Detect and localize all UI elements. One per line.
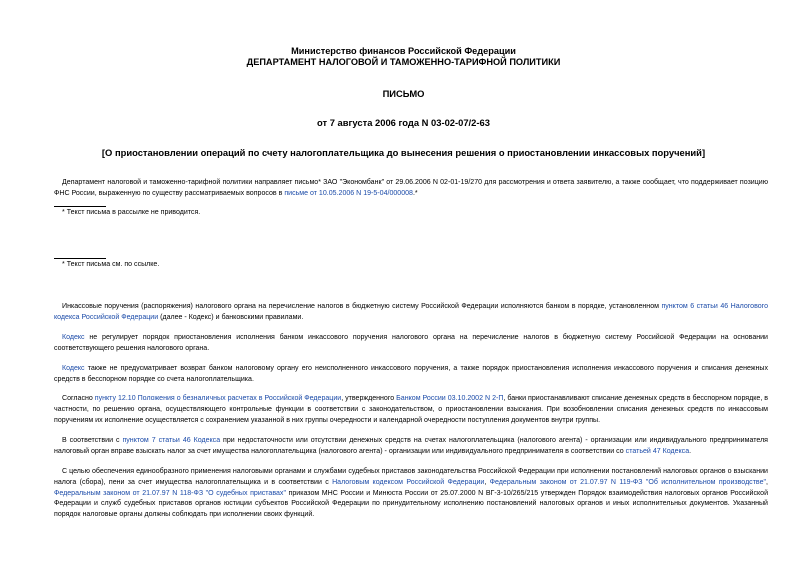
department-name: ДЕПАРТАМЕНТ НАЛОГОВОЙ И ТАМОЖЕННО-ТАРИФНОЙ ПОЛИТИКИ — [246, 57, 561, 67]
p5-text-2: при недостаточности или отсутствии денежных средств на счетах налогоплательщика (налогового агента) - организации или индивидуального предпринимателя налоговый орган вправе взыскать налог за счет имущества налогоплательщика (налогового агента) - организации или индивидуального предпринимателя в соответствии со — [54, 437, 768, 455]
ministry-name: Министерство финансов Российской Федерации — [291, 46, 516, 56]
p5-text-1: В соответствии с — [62, 437, 123, 444]
footnote-divider — [54, 258, 106, 259]
link-tax-code[interactable]: Налоговым кодексом Российской Федерации — [332, 478, 485, 486]
document-type: ПИСЬМО — [382, 88, 425, 99]
paragraph-5 — [54, 436, 768, 458]
p3-text-1: также не предусматривает возврат банком налоговому органу его неисполненного инкассового поручения, а также порядок приостановления исполнения инкассового поручения и списания денежных средств в бесспорном порядке со счета налогоплательщика. — [54, 365, 768, 383]
p1-text-1: Инкассовые поручения (распоряжения) налогового органа на перечисление налогов в бюджетную систему Российской Федерации исполняются банком в порядке, установленном — [62, 303, 662, 310]
p5-text-3: . — [689, 447, 692, 455]
link-article-47[interactable]: статьей 47 Кодекса — [625, 447, 690, 455]
p6-text-3: , — [766, 478, 768, 486]
p6-text-4: приказом МНС России и Минюста России от 25.07.2000 N ВГ-3-10/265/215 утвержден Порядок взаимодействия налоговых органов Российской Федерации и служб судебных приставов органов юстиции субъектов Российской Федерации по принудительному исполнению постановлений налоговых органов и иных исполнительных документов. Указанный порядок налоговые органы должны соблюдать при исполнении своих функций. — [54, 489, 769, 519]
paragraph-3 — [54, 364, 768, 386]
paragraph-1 — [54, 302, 768, 324]
footnote-2: * Текст письма см. по ссылке. — [62, 261, 160, 268]
p4-text-3: , банки приостанавливают списание денежных средств в бесспорном порядке, в частности, по решению органа, осуществляющего контрольные функции в соответствии с законодательством, о приостановлении взыскания. При возобновлении списания денежных средств по инкассовым поручениям их исполнение осуществляется с сохранением указанной в них группы очередности и календарной очередности поступления документов внутри группы. — [54, 395, 769, 424]
link-regulation-12-10[interactable]: пункту 12.10 Положения о безналичных расчетах в Российской Федерации — [94, 395, 342, 402]
p4-text-1: Согласно — [62, 395, 95, 402]
p6-text-1: С целью обеспечения единообразного применения налоговыми органами и службами судебных приставов законодательства Российской Федерации при исполнении постановлений налоговых органов о взыскании налога (сбора), пени за счет имущества налогоплательщика и в соответствии с — [54, 468, 768, 486]
document-title: [О приостановлении операций по счету налогоплательщика до вынесения решения о приостановлении инкассовых поручений] — [101, 147, 706, 158]
link-law-119fz[interactable]: Федеральным законом от 21.07.97 N 119-ФЗ "Об исполнительном производстве" — [489, 478, 767, 486]
footnote-divider — [54, 206, 106, 207]
link-code[interactable]: Кодекс — [62, 365, 85, 372]
intro-paragraph — [54, 178, 768, 200]
document-date: от 7 августа 2006 года N 03-02-07/2-63 — [317, 117, 490, 128]
intro-text-1: Департамент налоговой и таможенно-тарифной политики направляет письмо* ЗАО "Экономбанк" от 29.06.2006 N 02-01-19/270 для рассмотрения и ответа заявителю, а также сообщает, что поддерживает позицию ФНС России, выраженную по существу рассматриваемых вопросов в — [54, 179, 768, 197]
footnote-1: * Текст письма в рассылке не приводится. — [62, 209, 201, 216]
paragraph-2 — [54, 333, 768, 355]
p2-text-1: не регулирует порядок приостановления исполнения банком инкассового поручения налогового органа на перечисление налогов в бюджетную систему Российской Федерации на основании соответствующего решения налогового органа. — [54, 334, 768, 352]
link-article-46-p7[interactable]: пунктом 7 статьи 46 Кодекса — [122, 437, 221, 444]
p6-text-2: , — [484, 478, 490, 486]
link-bank-of-russia-2p[interactable]: Банком России 03.10.2002 N 2-П — [396, 395, 504, 402]
link-code[interactable]: Кодекс — [62, 334, 85, 341]
p1-text-2: (далее - Кодекс) и банковскими правилами. — [158, 313, 304, 321]
link-law-118fz[interactable]: Федеральным законом от 21.07.97 N 118-ФЗ "О судебных приставах" — [54, 489, 286, 497]
link-letter-fns[interactable]: письме от 10.05.2006 N 19-5-04/000008 — [284, 189, 413, 197]
paragraph-6 — [54, 467, 768, 521]
link-article-46-p6[interactable]: пунктом 6 статьи 46 Налогового кодекса Российской Федерации — [54, 303, 769, 321]
paragraph-4 — [54, 394, 768, 426]
intro-text-2: .* — [412, 189, 418, 197]
p4-text-2: , утвержденного — [341, 395, 397, 402]
